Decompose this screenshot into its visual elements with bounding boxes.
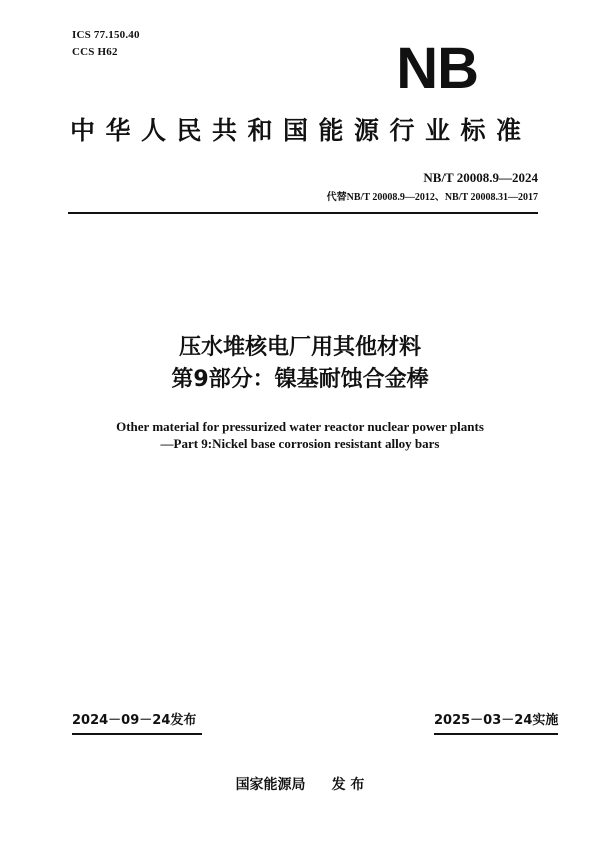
english-title-line-2: —Part 9:Nickel base corrosion resistant alloy bars (160, 436, 440, 451)
publish-date: 2024－09－24发布 (72, 713, 202, 735)
header-divider (68, 212, 538, 214)
issuer-name: 国家能源局 (235, 777, 306, 793)
ccs-code: CCS H62 (72, 46, 118, 58)
replaced-standards (327, 188, 538, 203)
issuer-action: 发 布 (331, 777, 365, 793)
standard-category-title: 中华人民共和国能源行业标准 (70, 116, 532, 145)
implementation-date: 2025－03－24实施 (434, 713, 558, 735)
ics-code: ICS 77.150.40 (72, 29, 140, 41)
replaces-label: 代替 (326, 192, 347, 203)
issuer-line (0, 774, 600, 794)
english-title-line-1: Other material for pressurized water reactor nuclear power plants (116, 419, 484, 434)
replaces-codes: NB/T 20008.9—2012、NB/T 20008.31—2017 (346, 192, 538, 203)
nb-logo: NB (396, 36, 478, 101)
standard-number: NB/T 20008.9—2024 (423, 170, 538, 185)
chinese-title-line-1: 压水堆核电厂用其他材料 (178, 335, 421, 360)
chinese-title-line-2: 第9部分：镍基耐蚀合金棒 (171, 367, 429, 392)
